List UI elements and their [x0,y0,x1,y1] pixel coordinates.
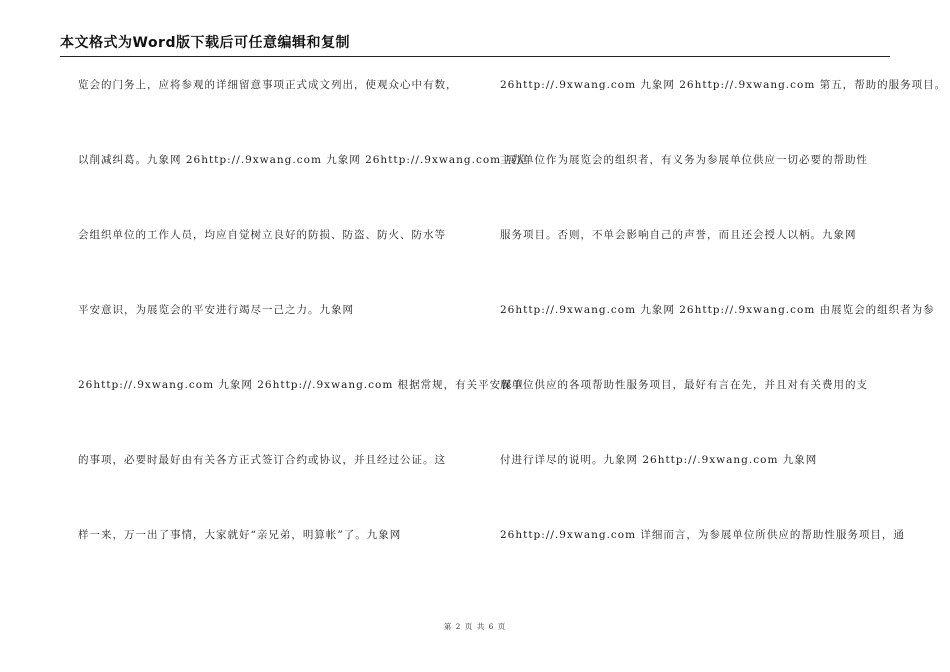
right-line-2: 主办单位作为展览会的组织者，有义务为参展单位供应一切必要的帮助性 [500,154,868,166]
right-line-4: 26http://.9xwang.com 九象网 26http://.9xwang.com 由展览会的组织者为参 [500,304,935,316]
right-line-1: 26http://.9xwang.com 九象网 26http://.9xwang.com 第五，帮助的服务项目。 [500,79,947,91]
left-line-4: 平安意识，为展览会的平安进行竭尽一己之力。九象网 [78,304,354,316]
left-line-3: 会组织单位的工作人员，均应自觉树立良好的防损、防盗、防火、防水等 [78,229,446,241]
left-line-2: 以削减纠葛。九象网 26http://.9xwang.com 九象网 26http://.9xwang.com 展览 [78,154,529,166]
left-line-6: 的事项，必要时最好由有关各方正式签订合约或协议，并且经过公证。这 [78,454,446,466]
header-divider [60,56,890,57]
right-line-7: 26http://.9xwang.com 详细而言，为参展单位所供应的帮助性服务项目，通 [500,529,905,541]
right-line-3: 服务项目。否则，不单会影响自己的声誉，而且还会授人以柄。九象网 [500,229,857,241]
page-number-footer: 第 2 页 共 6 页 [443,622,507,631]
header-title: 本文格式为Word版下载后可任意编辑和复制 [60,35,350,51]
left-line-1: 览会的门务上，应将参观的详细留意事项正式成文列出，使观众心中有数， [78,79,458,91]
left-line-5: 26http://.9xwang.com 九象网 26http://.9xwang.com 根据常规，有关平安保卫 [78,379,525,391]
left-line-7: 样一来，万一出了事情，大家就好“亲兄弟，明算帐”了。九象网 [78,529,402,541]
right-line-6: 付进行详尽的说明。九象网 26http://.9xwang.com 九象网 [500,454,818,466]
right-line-5: 展单位供应的各项帮助性服务项目，最好有言在先，并且对有关费用的支 [500,379,868,391]
document-header [60,34,890,56]
